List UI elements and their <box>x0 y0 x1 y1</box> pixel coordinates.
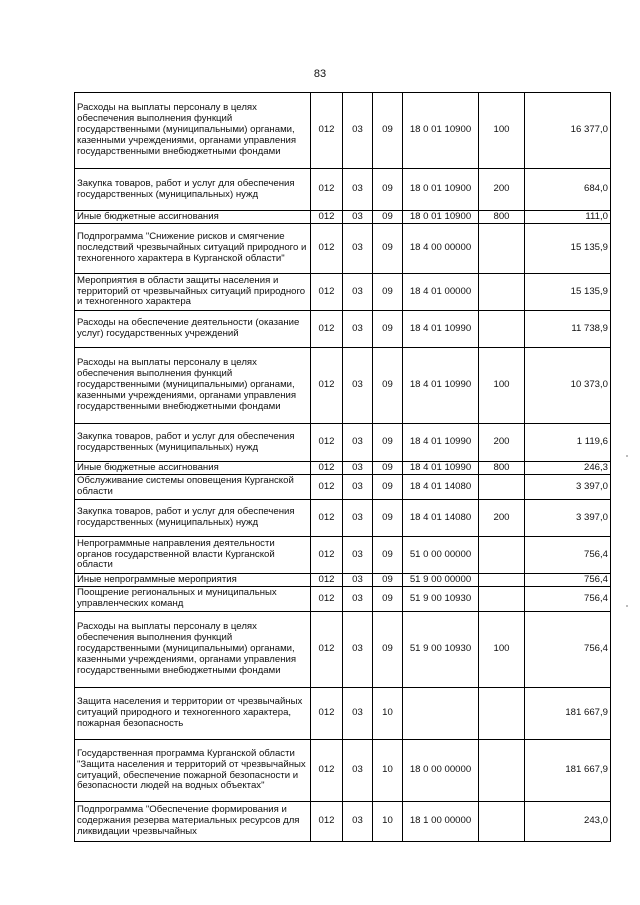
section-code-cell: 03 <box>343 537 373 574</box>
ministry-code-cell: 012 <box>311 475 343 500</box>
ministry-code-cell: 012 <box>311 311 343 348</box>
table-row <box>75 424 611 462</box>
target-article-cell: 18 4 01 10990 <box>403 348 479 424</box>
ministry-code-cell: 012 <box>311 169 343 211</box>
ministry-code-cell: 012 <box>311 348 343 424</box>
target-article-cell: 18 0 00 00000 <box>403 740 479 802</box>
amount-cell: 10 373,0 <box>525 348 611 424</box>
table-row <box>75 475 611 500</box>
row-name-cell: Поощрение региональных и муниципальных управленческих команд <box>75 587 311 612</box>
amount-cell: 243,0 <box>525 802 611 842</box>
expense-type-cell <box>479 537 525 574</box>
section-code-cell: 03 <box>343 574 373 587</box>
row-name-cell: Защита населения и территории от чрезвычайных ситуаций природного и техногенного характера, пожарная безопасность <box>75 688 311 740</box>
table-row <box>75 500 611 537</box>
row-name-cell: Непрограммные направления деятельности органов государственной власти Курганской области <box>75 537 311 574</box>
ministry-code-cell: 012 <box>311 211 343 224</box>
table-row <box>75 169 611 211</box>
ministry-code-cell: 012 <box>311 688 343 740</box>
table-row <box>75 274 611 311</box>
row-name-cell: Обслуживание системы оповещения Курганской области <box>75 475 311 500</box>
target-article-cell: 18 4 00 00000 <box>403 224 479 274</box>
row-name-cell: Закупка товаров, работ и услуг для обеспечения государственных (муниципальных) нужд <box>75 500 311 537</box>
amount-cell: 11 738,9 <box>525 311 611 348</box>
ministry-code-cell: 012 <box>311 802 343 842</box>
target-article-cell: 18 1 00 00000 <box>403 802 479 842</box>
row-name-cell: Расходы на обеспечение деятельности (оказание услуг) государственных учреждений <box>75 311 311 348</box>
subsection-code-cell: 09 <box>373 475 403 500</box>
row-name-cell: Иные бюджетные ассигнования <box>75 462 311 475</box>
expense-type-cell <box>479 740 525 802</box>
amount-cell: 3 397,0 <box>525 500 611 537</box>
target-article-cell: 18 4 01 10990 <box>403 462 479 475</box>
amount-cell: 756,4 <box>525 537 611 574</box>
section-code-cell: 03 <box>343 462 373 475</box>
ministry-code-cell: 012 <box>311 612 343 688</box>
section-code-cell: 03 <box>343 274 373 311</box>
expense-type-cell <box>479 475 525 500</box>
page-number: 83 <box>313 68 327 80</box>
section-code-cell: 03 <box>343 169 373 211</box>
budget-table <box>74 92 611 842</box>
table-row <box>75 587 611 612</box>
subsection-code-cell: 09 <box>373 211 403 224</box>
expense-type-cell: 200 <box>479 500 525 537</box>
section-code-cell: 03 <box>343 500 373 537</box>
target-article-cell: 18 4 01 14080 <box>403 475 479 500</box>
target-article-cell: 18 4 01 10990 <box>403 311 479 348</box>
section-code-cell: 03 <box>343 211 373 224</box>
amount-cell: 1 119,6 <box>525 424 611 462</box>
amount-cell: 16 377,0 <box>525 93 611 169</box>
target-article-cell: 18 4 01 00000 <box>403 274 479 311</box>
subsection-code-cell: 09 <box>373 574 403 587</box>
target-article-cell: 51 0 00 00000 <box>403 537 479 574</box>
subsection-code-cell: 09 <box>373 274 403 311</box>
ministry-code-cell: 012 <box>311 500 343 537</box>
row-name-cell: Расходы на выплаты персоналу в целях обеспечения выполнения функций государственными (муниципальными) органами, казенными учреждениями, органами управления государственными внебюджетными фондами <box>75 612 311 688</box>
table-row <box>75 537 611 574</box>
table-row <box>75 574 611 587</box>
subsection-code-cell: 09 <box>373 587 403 612</box>
row-name-cell: Государственная программа Курганской области "Защита населения и территорий от чрезвычайных ситуаций, обеспечение пожарной безопасности и безопасности людей на водных объектах" <box>75 740 311 802</box>
subsection-code-cell: 09 <box>373 224 403 274</box>
section-code-cell: 03 <box>343 802 373 842</box>
amount-cell: 15 135,9 <box>525 224 611 274</box>
table-row <box>75 348 611 424</box>
subsection-code-cell: 09 <box>373 462 403 475</box>
ministry-code-cell: 012 <box>311 740 343 802</box>
table-row <box>75 224 611 274</box>
expense-type-cell: 800 <box>479 462 525 475</box>
expense-type-cell <box>479 274 525 311</box>
subsection-code-cell: 10 <box>373 688 403 740</box>
ministry-code-cell: 012 <box>311 93 343 169</box>
row-name-cell: Закупка товаров, работ и услуг для обеспечения государственных (муниципальных) нужд <box>75 424 311 462</box>
expense-type-cell <box>479 802 525 842</box>
amount-cell: 246,3 <box>525 462 611 475</box>
section-code-cell: 03 <box>343 475 373 500</box>
scan-mark <box>626 455 628 457</box>
budget-table-body <box>75 93 611 842</box>
section-code-cell: 03 <box>343 224 373 274</box>
expense-type-cell <box>479 574 525 587</box>
subsection-code-cell: 09 <box>373 612 403 688</box>
expense-type-cell <box>479 311 525 348</box>
amount-cell: 111,0 <box>525 211 611 224</box>
section-code-cell: 03 <box>343 348 373 424</box>
subsection-code-cell: 09 <box>373 537 403 574</box>
expense-type-cell: 100 <box>479 612 525 688</box>
table-row <box>75 802 611 842</box>
ministry-code-cell: 012 <box>311 274 343 311</box>
expense-type-cell: 100 <box>479 348 525 424</box>
ministry-code-cell: 012 <box>311 574 343 587</box>
row-name-cell: Расходы на выплаты персоналу в целях обеспечения выполнения функций государственными (муниципальными) органами, казенными учреждениями, органами управления государственными внебюджетными фондами <box>75 348 311 424</box>
expense-type-cell: 200 <box>479 169 525 211</box>
table-row <box>75 740 611 802</box>
expense-type-cell: 100 <box>479 93 525 169</box>
target-article-cell: 51 9 00 00000 <box>403 574 479 587</box>
expense-type-cell: 800 <box>479 211 525 224</box>
table-row <box>75 688 611 740</box>
ministry-code-cell: 012 <box>311 424 343 462</box>
subsection-code-cell: 10 <box>373 740 403 802</box>
subsection-code-cell: 09 <box>373 348 403 424</box>
table-row <box>75 612 611 688</box>
subsection-code-cell: 09 <box>373 311 403 348</box>
target-article-cell: 18 4 01 10990 <box>403 424 479 462</box>
amount-cell: 181 667,9 <box>525 740 611 802</box>
table-row <box>75 211 611 224</box>
target-article-cell: 18 0 01 10900 <box>403 169 479 211</box>
amount-cell: 181 667,9 <box>525 688 611 740</box>
section-code-cell: 03 <box>343 311 373 348</box>
row-name-cell: Подпрограмма "Обеспечение формирования и содержания резерва материальных ресурсов для ликвидации чрезвычайных <box>75 802 311 842</box>
row-name-cell: Закупка товаров, работ и услуг для обеспечения государственных (муниципальных) нужд <box>75 169 311 211</box>
target-article-cell: 18 0 01 10900 <box>403 211 479 224</box>
amount-cell: 756,4 <box>525 574 611 587</box>
table-row <box>75 462 611 475</box>
section-code-cell: 03 <box>343 612 373 688</box>
amount-cell: 15 135,9 <box>525 274 611 311</box>
ministry-code-cell: 012 <box>311 462 343 475</box>
subsection-code-cell: 09 <box>373 169 403 211</box>
row-name-cell: Иные непрограммные мероприятия <box>75 574 311 587</box>
table-row <box>75 311 611 348</box>
expense-type-cell: 200 <box>479 424 525 462</box>
target-article-cell <box>403 688 479 740</box>
amount-cell: 756,4 <box>525 587 611 612</box>
section-code-cell: 03 <box>343 424 373 462</box>
subsection-code-cell: 09 <box>373 424 403 462</box>
section-code-cell: 03 <box>343 740 373 802</box>
subsection-code-cell: 09 <box>373 93 403 169</box>
row-name-cell: Иные бюджетные ассигнования <box>75 211 311 224</box>
amount-cell: 756,4 <box>525 612 611 688</box>
target-article-cell: 18 4 01 14080 <box>403 500 479 537</box>
row-name-cell: Подпрограмма "Снижение рисков и смягчение последствий чрезвычайных ситуаций природного и техногенного характера в Курганской области" <box>75 224 311 274</box>
row-name-cell: Мероприятия в области защиты населения и территорий от чрезвычайных ситуаций природного и техногенного характера <box>75 274 311 311</box>
subsection-code-cell: 09 <box>373 500 403 537</box>
expense-type-cell <box>479 224 525 274</box>
section-code-cell: 03 <box>343 93 373 169</box>
scan-mark <box>626 605 628 607</box>
amount-cell: 3 397,0 <box>525 475 611 500</box>
amount-cell: 684,0 <box>525 169 611 211</box>
section-code-cell: 03 <box>343 688 373 740</box>
ministry-code-cell: 012 <box>311 224 343 274</box>
table-row <box>75 93 611 169</box>
subsection-code-cell: 10 <box>373 802 403 842</box>
target-article-cell: 18 0 01 10900 <box>403 93 479 169</box>
section-code-cell: 03 <box>343 587 373 612</box>
target-article-cell: 51 9 00 10930 <box>403 612 479 688</box>
expense-type-cell <box>479 688 525 740</box>
target-article-cell: 51 9 00 10930 <box>403 587 479 612</box>
expense-type-cell <box>479 587 525 612</box>
row-name-cell: Расходы на выплаты персоналу в целях обеспечения выполнения функций государственными (муниципальными) органами, казенными учреждениями, органами управления государственными внебюджетными фондами <box>75 93 311 169</box>
ministry-code-cell: 012 <box>311 537 343 574</box>
ministry-code-cell: 012 <box>311 587 343 612</box>
